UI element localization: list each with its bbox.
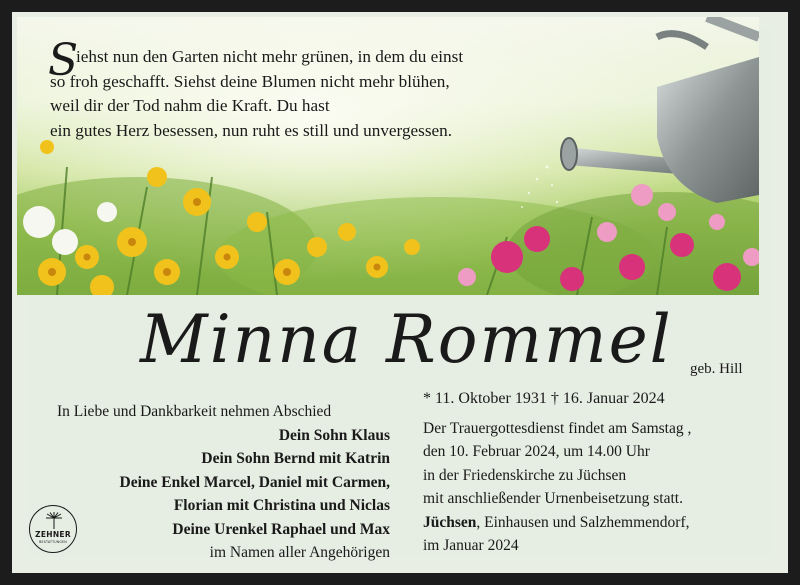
poem-line: ein gutes Herz besessen, nun ruht es still und unvergessen. [50,120,453,140]
life-dates [423,387,763,411]
deceased-name: Minna Rommel [140,301,673,378]
mourner-line: Deine Enkel Marcel, Daniel mit Carmen, [119,473,390,491]
poem-line: iehst nun den Garten nicht mehr grünen, in dem du einst [76,47,464,66]
mourner-line: Florian mit Christina und Niclas [173,497,390,514]
service-line: in der Friedenskirche zu Jüchsen [423,466,627,484]
mourner-line: Dein Sohn Bernd mit Katrin [201,450,390,467]
death-date: † 16. Januar 2024 [550,390,665,407]
logo-name: ZEHNER [35,530,71,539]
place-line [423,511,763,535]
logo-subtitle: BESTATTUNGEN [39,540,67,544]
service-line: den 10. Februar 2024, um 14.00 Uhr [423,443,650,460]
notice-date: im Januar 2024 [423,537,519,554]
place-rest: , Einhausen und Salzhemmendorf, [476,513,690,531]
mourners-intro: In Liebe und Dankbarkeit nehmen Abschied [57,403,332,420]
poem-line: so froh geschafft. Siehst deine Blumen nicht mehr blühen, [50,71,450,91]
mourner-line: Dein Sohn Klaus [278,426,390,444]
undertaker-logo [29,505,77,553]
mourners [50,400,390,565]
birth-date: * 11. Oktober 1931 [423,390,547,407]
poem-line: weil dir der Tod nahm die Kraft. Du hast [50,96,330,115]
poem [48,35,570,143]
service-line: mit anschließender Urnenbeisetzung statt. [423,490,683,507]
dandelion-icon [44,512,64,530]
mourner-line: Deine Urenkel Raphael und Max [172,520,390,538]
service-line: Der Trauergottesdienst findet am Samstag , [423,419,692,437]
mourners-closing: im Namen aller Angehörigen [209,544,390,561]
place-bold: Jüchsen [423,513,477,531]
poem-dropcap: S [48,35,79,86]
service-info [423,387,763,558]
maiden-name: geb. Hill [690,361,743,377]
